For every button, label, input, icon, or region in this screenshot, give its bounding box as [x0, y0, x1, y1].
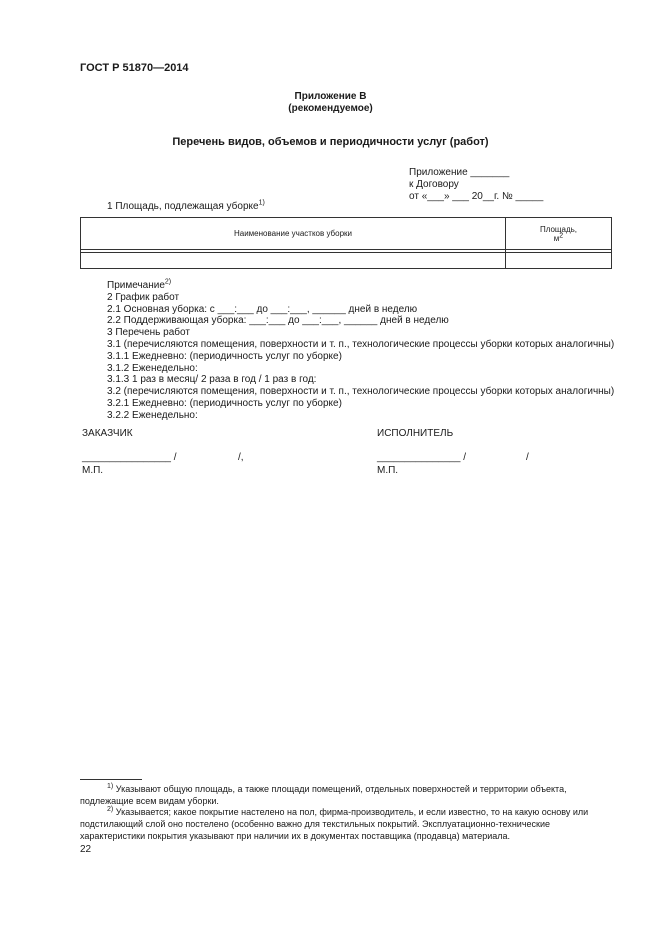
footnote-2 [80, 806, 613, 842]
contractor-label: ИСПОЛНИТЕЛЬ [377, 428, 454, 439]
standard-code: ГОСТ Р 51870—2014 [80, 62, 189, 74]
body-line: 2.2 Поддерживающая уборка: ___:___ до ___:___, ______ дней в неделю [107, 315, 449, 327]
column-header-area-name: Наименование участков уборки [81, 218, 506, 250]
footnote-mark: 1) [258, 199, 265, 207]
cleaning-areas-table [80, 217, 612, 269]
area-label [107, 201, 265, 212]
body-line: 3.1.3 1 раз в месяц/ 2 раза в год / 1 раз в год: [107, 374, 317, 386]
note-line [107, 280, 614, 292]
body-line: 2 График работ [107, 291, 180, 303]
area-label-text: 1 Площадь, подлежащая уборке [107, 201, 259, 212]
contractor-stamp-label: М.П. [377, 465, 399, 476]
footnote-divider [80, 779, 142, 780]
contractor-signature-slash: / [526, 452, 529, 463]
body-line: 3 Перечень работ [107, 327, 190, 339]
body-line: 3.2 (перечисляются помещения, поверхности и т. п., технологические процессы уборки которых аналогичны) [107, 386, 615, 398]
contractor-signature-line: _______________ / [377, 452, 466, 463]
footnote-2-text: Указывается; какое покрытие настелено на пол, фирма-производитель, и если известно, то на какую основу или подстилающий слой оно постелено (особенно важно для текстильных покрытий. Эксплуатационно-технические характеристики покрытия указывают при наличии их в документах поставщика (продавца) материала. [80, 807, 589, 841]
attachment-line-3: от «___» ___ 20__г. № _____ [409, 191, 544, 202]
column-header-area-size-label: Площадь, [539, 224, 578, 234]
customer-signature-slash: /, [238, 452, 244, 463]
footnote-1-mark: 1) [107, 783, 114, 790]
body-line: 3.1.1 Ежедневно: (периодичность услуг по уборке) [107, 350, 342, 362]
page-number: 22 [80, 844, 92, 855]
body-line: 2.1 Основная уборка: с ___:___ до ___:___, ______ дней в неделю [107, 303, 418, 315]
body-line: 3.2.1 Ежедневно: (периодичность услуг по уборке) [107, 397, 342, 409]
customer-signature-line: ________________ / [82, 452, 177, 463]
column-header-unit-power: 2 [559, 231, 564, 239]
document-heading: Перечень видов, объемов и периодичности услуг (работ) [172, 136, 489, 148]
footnote-2-mark: 2) [107, 806, 114, 813]
column-header-area-size [506, 218, 612, 250]
body-line: 3.1 (перечисляются помещения, поверхности и т. п., технологические процессы уборки которых аналогичны) [107, 338, 615, 350]
body-line: 3.2.2 Еженедельно: [107, 409, 198, 421]
table-row [81, 253, 612, 269]
table-header-row [81, 218, 612, 250]
annex-type: (рекомендуемое) [288, 103, 373, 114]
footnote-1 [80, 783, 613, 807]
annex-title: Приложение В [294, 91, 367, 102]
footnote-mark: 2) [164, 278, 172, 286]
footnote-1-text: Указывают общую площадь, а также площади помещений, отдельных поверхностей и территории объекта, подлежащие всем видам уборки. [80, 784, 567, 806]
document-body [107, 280, 614, 422]
attachment-line-2: к Договору [409, 179, 459, 190]
note-label: Примечание [107, 280, 165, 291]
column-header-unit: м [553, 233, 560, 243]
body-line: 3.1.2 Еженедельно: [107, 362, 198, 374]
attachment-line-1: Приложение _______ [409, 167, 510, 178]
customer-stamp-label: М.П. [82, 465, 104, 476]
customer-label: ЗАКАЗЧИК [82, 428, 133, 439]
